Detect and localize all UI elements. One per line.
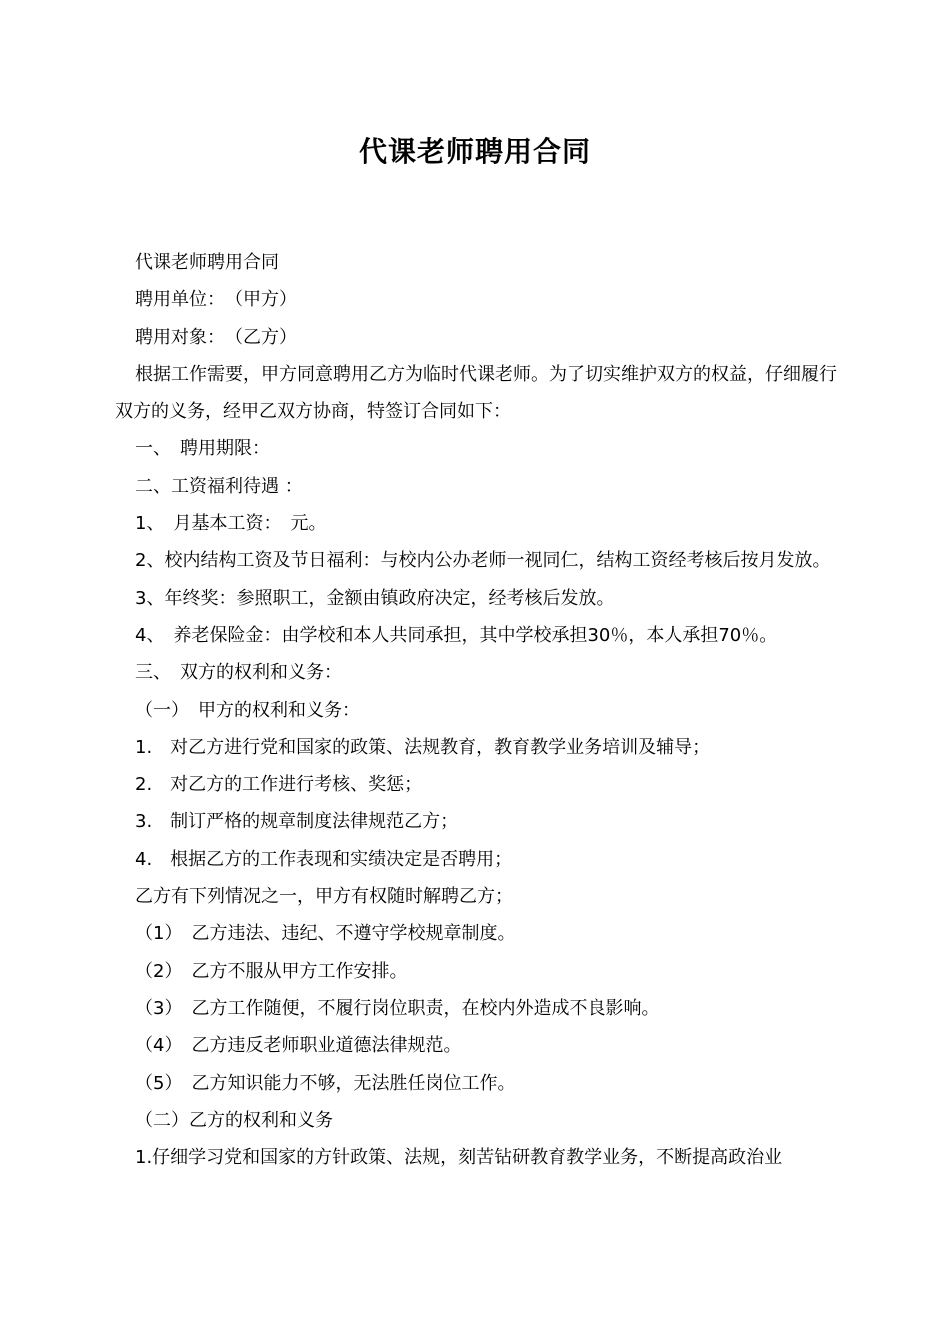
paragraph-subsection-1: （一） 甲方的权利和义务：	[135, 699, 360, 721]
paragraph-item-a-2: 2. 对乙方的工作进行考核、奖惩；	[135, 774, 423, 796]
paragraph-dismissal-3: （3） 乙方工作随便，不履行岗位职责，在校内外造成不良影响。	[135, 997, 660, 1019]
paragraph-dismissal-1: （1） 乙方违法、违纪、不遵守学校规章制度。	[135, 923, 516, 945]
paragraph-heading: 代课老师聘用合同	[135, 252, 279, 273]
paragraph-dismissal-4: （4） 乙方违反老师职业道德法律规范。	[135, 1035, 462, 1057]
paragraph-item-2-2: 2、校内结构工资及节日福利：与校内公办老师一视同仁，结构工资经考核后按月发放。	[135, 550, 831, 572]
paragraph-dismissal-5: （5） 乙方知识能力不够，无法胜任岗位工作。	[135, 1072, 516, 1094]
paragraph-intro: 根据工作需要，甲方同意聘用乙方为临时代课老师。为了切实维护双方的权益，仔细履行双方的义务，经甲乙双方协商，特签订合同如下：	[115, 363, 837, 423]
paragraph-employee: 聘用对象： （乙方）	[135, 326, 297, 348]
paragraph-item-2-1: 1、 月基本工资： 元。	[135, 513, 327, 535]
paragraph-subsection-2: （二）乙方的权利和义务	[135, 1109, 333, 1131]
paragraph-section-1: 一、 聘用期限：	[135, 438, 270, 460]
paragraph-item-2-4: 4、 养老保险金：由学校和本人共同承担，其中学校承担30％，本人承担70％。	[135, 624, 778, 646]
paragraph-section-2: 二、工资福利待遇 ：	[135, 475, 303, 497]
document-body	[115, 244, 840, 1176]
paragraph-section-3: 三、 双方的权利和义务：	[135, 662, 342, 684]
paragraph-item-2-3: 3、年终奖：参照职工，金额由镇政府决定，经考核后发放。	[135, 587, 615, 609]
paragraph-item-a-4: 4. 根据乙方的工作表现和实绩决定是否聘用；	[135, 848, 513, 870]
document-title: 代课老师聘用合同	[358, 135, 591, 168]
paragraph-dismissal-intro: 乙方有下列情况之一，甲方有权随时解聘乙方；	[135, 886, 513, 908]
paragraph-item-a-1: 1. 对乙方进行党和国家的政策、法规教育，教育教学业务培训及辅导；	[135, 736, 711, 758]
paragraph-dismissal-2: （2） 乙方不服从甲方工作安排。	[135, 960, 408, 982]
paragraph-employer: 聘用单位： （甲方）	[135, 289, 297, 311]
paragraph-item-b-1: 1.仔细学习党和国家的方针政策、法规，刻苦钻研教育教学业务，不断提高政治业	[135, 1147, 783, 1169]
paragraph-item-a-3: 3. 制订严格的规章制度法律规范乙方；	[135, 811, 459, 833]
